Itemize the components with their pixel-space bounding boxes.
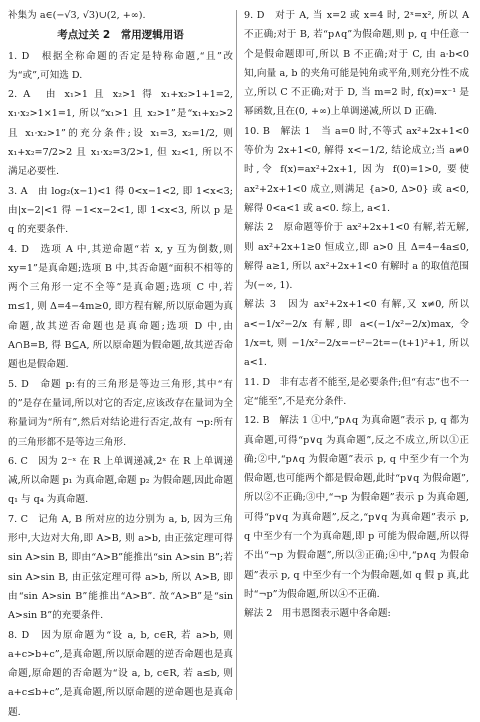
answer-12-method-2: 解法 2 用韦恩图表示题中各命题:: [244, 608, 391, 620]
answer-8: 8. D 因为原命题为“设 a, b, c∈R, 若 a>b, 则 a+c>b+c”,是真命题,所以原命题的逆否命题也是真命题,原命题的否命题为“设 a, b, c∈R, 若 a≤b, 则 a+c≤b+c”,是真命题,所以原命题的逆命题也是真命题.: [8, 629, 233, 718]
column-divider: [236, 10, 237, 700]
right-column: [244, 6, 469, 624]
answer-10-method-2: 解法 2 原命题等价于 ax²+2x+1<0 有解,若无解,则 ax²+2x+1≥0 恒成立,即 a>0 且 Δ=4−4a≤0, 解得 a≥1, 所以 ax²+2x+1<0 有解时 a 的取值范围为(−∞, 1).: [244, 222, 469, 292]
section-title: 考点过关 2 常用逻辑用语: [57, 29, 184, 42]
answer-5: 5. D 命题 p:有的三角形是等边三角形,其中“有的”是存在量词,所以对它的否定,应该改存在量词为全称量词为“所有”,然后对结论进行否定,故有 ¬p:所有的三角形都不是等边三角形.: [8, 378, 233, 448]
answer-9: 9. D 对于 A, 当 x=2 或 x=4 时, 2ˣ=x², 所以 A 不正确;对于 B, 若“p∧q”为假命题,则 p, q 中任意一个是假命题即可,所以 B 不正确;对于 C, 由 a·b<0 知,向量 a, b 的夹角可能是钝角或平角,则充分性不成立,所以 C 不正确;对于 D, 当 m=2 时, f(x)=x⁻¹ 是幂函数,且在(0, +∞)上单调递减,所以 D 正确.: [244, 10, 469, 118]
answer-1: 1. D 根据全称命题的否定是特称命题,“且”改为“或”,可知选 D.: [8, 50, 233, 81]
answer-10-method-3: 解法 3 因为 ax²+2x+1<0 有解,又 x≠0, 所以 a<−1/x²−2/x 有解,即 a<(−1/x²−2/x)max, 令 1/x=t, 则 −1/x²−2/x=−t²−2t=−(t+1)²+1, 所以 a<1.: [244, 299, 469, 369]
answer-4: 4. D 选项 A 中,其逆命题“若 x, y 互为倒数,则 xy=1”是真命题;选项 B 中,其否命题“面积不相等的两个三角形一定不全等”是真命题;选项 C 中,若 m≤1, 则 Δ=4−4m≥0, 即方程有解,所以原命题为真命题,故其逆否命题也是真命题;选项 D 中,由 A∩B=B, 得 B⊆A, 所以原命题为假命题,故其逆否命题也是假命题.: [8, 243, 233, 371]
answer-7: 7. C 记角 A, B 所对应的边分别为 a, b, 因为三角形中,大边对大角,即 A>B, 则 a>b, 由正弦定理可得 sin A>sin B, 即由“A>B”能推出“sin A>sin B”;若 sin A>sin B, 由正弦定理可得 a>b, 所以 A>B, 即由“sin A>sin B”能推出“A>B”. 故“A>B”是“sin A>sin B”的充要条件.: [8, 513, 233, 622]
answer-10-method-1: 10. B 解法 1 当 a=0 时,不等式 ax²+2x+1<0 等价为 2x+1<0, 解得 x<−1/2, 结论成立;当 a≠0 时,令 f(x)=ax²+2x+1, 因为 f(0)=1>0, 要使 ax²+2x+1<0 成立,则满足 {a>0, Δ>0} 或 a<0, 解得 0<a<1 或 a<0. 综上, a<1.: [244, 125, 469, 214]
answer-12-method-1: 12. B 解法 1 ①中,“p∧q 为真命题”表示 p, q 都为真命题,可得“p∨q 为真命题”,反之不成立,所以①正确;②中,“p∧q 为假命题”表示 p, q 中至少有一个为假命题,也可能两个都是假命题,此时“p∨q 为假命题”,所以②不正确;③中,“¬p 为假命题”表示 p 为真命题,可得“p∨q 为真命题”,反之,“p∨q 为真命题”表示 p, q 中至少有一个为真命题,即 p 可能为假命题,所以得不出“¬p 为假命题”,所以③正确;④中,“p∧q 为假命题”表示 p, q 中至少有一个为假命题,如 q 假 p 真,此时“¬p”为假命题,所以④不正确.: [244, 415, 469, 600]
left-column: [8, 6, 233, 722]
answer-3: 3. A 由 log₂(x−1)<1 得 0<x−1<2, 即 1<x<3; 由|x−2|<1 得 −1<x−2<1, 即 1<x<3, 所以 p 是 q 的充要条件.: [8, 185, 233, 236]
answer-2: 2. A 由 x₁>1 且 x₂>1 得 x₁+x₂>1+1=2, x₁·x₂>1×1=1, 所以“x₁>1 且 x₂>1”是“x₁+x₂>2 且 x₁·x₂>1”的充分条件;设 x₁=3, x₂=1/2, 则 x₁+x₂=7/2>2 且 x₁·x₂=3/2>1, 但 x₂<1, 所以不满足必要性.: [8, 89, 233, 178]
answer-6: 6. C 因为 2⁻ˣ 在 R 上单调递减,2ˣ 在 R 上单调递减,所以命题 p₁ 为真命题,命题 p₂ 为假命题,因此命题 q₁ 与 q₄ 为真命题.: [8, 455, 233, 506]
paragraph-intro: 补集为 a∈(−√3, √3)∪(2, +∞).: [8, 10, 146, 21]
answer-11: 11. D 非有志者不能至,是必要条件;但“有志”也不一定“能至”,不是充分条件.: [244, 376, 469, 407]
